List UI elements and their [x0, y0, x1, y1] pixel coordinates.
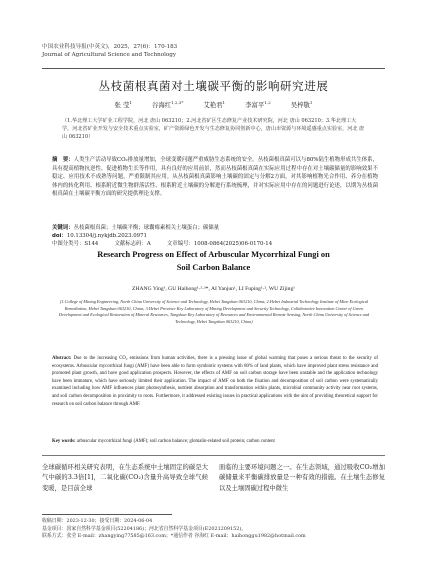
abstract-text: Due to the increasing CO₂ emissions from human activities, there is a pressing issue of global warming that poses a serious threat to the security of ecosystems. Arbuscular mycorrhizal fungi (AMF) have been able to form symbiotic systems with 80% of land plants, which have improved plant stress resistance and promoted plant growth, and have good application prospects. However, the effects of AMF on soil carbon storage have been unstable and the application technology have been immature, which have seriously limited their application. The impact of AMF on both the fixation and decomposition of soil carbon were systematically examined including how AMF influences plant photosynthesis, nutrient absorption and transformation within plants, microbial community activity near root systems, and soil carbon decomposition in proximity to roots. Furthermore, it addressed existing issues in practical applications with the aim of providing theoretical support for research on soil carbon balance through AMF. [52, 356, 378, 407]
chinese-title: 丛枝菌根真菌对土壤碳平衡的影响研究进展 [98, 79, 329, 93]
abstract-text: 人类生产活动导致CO₂排放量增加，全球变暖问题严重威胁生态系统的安全。丛枝菌根真菌可以与80%陆生植物形成共生体系，具有提高植物抗逆性、促进植物生长等作用，具有良好的应用前景，然而丛枝菌根真菌在实际应用过程中存在对土壤碳储量的影响效果不稳定、应用技术不成熟等问题，严重限制其应用。从丛枝菌根真菌影响土壤碳的固定与分解2方面，对其影响植物光合作用、养分在植物体内的转化利用、根系附近微生物群落活性、根系附近土壤碳的分解进行系统梳理，并对实际应用中存在的问题进行论述，以期为丛枝菌根真菌在土壤碳平衡方面的研究提供理论支撑。 [52, 157, 378, 198]
received-date: 收稿日期：2023-12-30；接受日期：2024-06-04 [42, 518, 153, 524]
classification-line: 中图分类号：S144 文献标志码：A 文章编号：1008-0864(2025)06-0170-14 [52, 241, 273, 247]
journal-citation: 中国农业科技导报(中英文)，2025，27(6)：170-183 [42, 44, 178, 50]
doi-link[interactable]: 10.13304/j.nykjdb.2023.0971 [66, 233, 147, 239]
chinese-keywords [52, 224, 378, 232]
abstract-label: Abstract: [52, 356, 72, 361]
header-rule [42, 68, 385, 69]
author: 谷海红$^{1,2,3*}$ [151, 99, 184, 109]
english-affiliation: (1.College of Mining Engineering, North China University of Science and Technology, Hebei Tangshan 063210, China; 2.Hebei Industrial Technology Institute of Mine Ecological Remediation, Hebei Tangshan 063210, China; 3.Hebei Province Key Laboratory of Mining Development and Security Technology, Collaborative Innovation Center of Green Development and Ecological Restoration of Mineral Resources, Tangshan Key Laboratory of Resources and Environmental Remote Sensing, North China University of Science and Technology, Hebei Tangshan 063210, China) [58, 299, 370, 324]
keywords-label: 关键词： [52, 225, 74, 231]
footnote-rule [42, 514, 172, 515]
contact-info: 联系方式：张莹 E-mail：zhangying77585@163.com；*通信作者 谷海红 E-mail：haihonggu1982@hotmail.com [42, 533, 306, 540]
doi-line [52, 232, 378, 240]
journal-header [42, 44, 177, 59]
keywords-text: 丛枝菌根真菌；土壤碳平衡；球囊霉素相关土壤蛋白；碳储量 [73, 225, 220, 231]
journal-english-name: Journal of Agricultural Science and Technology [42, 51, 177, 58]
author: 吴梓敬$^1$ [290, 99, 313, 109]
english-abstract [52, 355, 378, 408]
footnotes [42, 518, 385, 541]
english-authors: ZHANG Ying¹, GU Haihong¹·²·³*, AI Yanjun¹, LI Fuping¹·², WU Zijing¹ [132, 286, 295, 292]
abstract-label: 摘 要： [52, 157, 74, 163]
chinese-affiliation: （1.华北理工大学矿业工程学院，河北 唐山 063210；2.河北省矿区生态修复产业技术研究院，河北 唐山 063210；3.华北理工大学，河北省矿业开发与安全技术重点实验室，矿产资源绿色开发与生态修复协同创新中心，唐山市资源与环境遥感重点实验室，河北 唐山 063210） [62, 118, 365, 140]
keywords-label: Key words: [52, 439, 76, 444]
section-rule [42, 455, 385, 456]
body-column-right: 面临的主要环境问题之一。在生态领域，通过吸收CO₂增加碳储量来平衡碳排放量是一种有效的措施。在土壤生态修复以及土壤固碳过程中微生 [219, 464, 385, 492]
author: 艾艳君$^1$ [203, 99, 226, 109]
author: 张 莹$^1$ [114, 99, 132, 109]
english-keywords [52, 438, 378, 446]
body-column-left: 全球碳循环相关研究表明，在生态系统中土壤固定的碳是大气中碳的3.3倍[1]，二氧化碳(CO₂)含量升高导致全球气候变暖，是目前全球 [42, 464, 208, 492]
english-title: Research Progress on Effect of Arbuscular Mycorrhizal Fungi on Soil Carbon Balance [97, 250, 330, 272]
keywords-text: arbuscular mycorrhizal fungi (AMF); soil carbon balance; glomalin-related soil protein; carbon content [76, 439, 275, 444]
author: 李富平$^{1,2}$ [245, 99, 271, 109]
chinese-authors [0, 100, 427, 109]
fund-info: 基金项目：国家自然科学基金项目(52204186)；河北省自然科学基金项目(E2021209152)。 [42, 525, 247, 532]
doi-label: doi： [52, 233, 67, 239]
chinese-abstract [52, 156, 378, 199]
